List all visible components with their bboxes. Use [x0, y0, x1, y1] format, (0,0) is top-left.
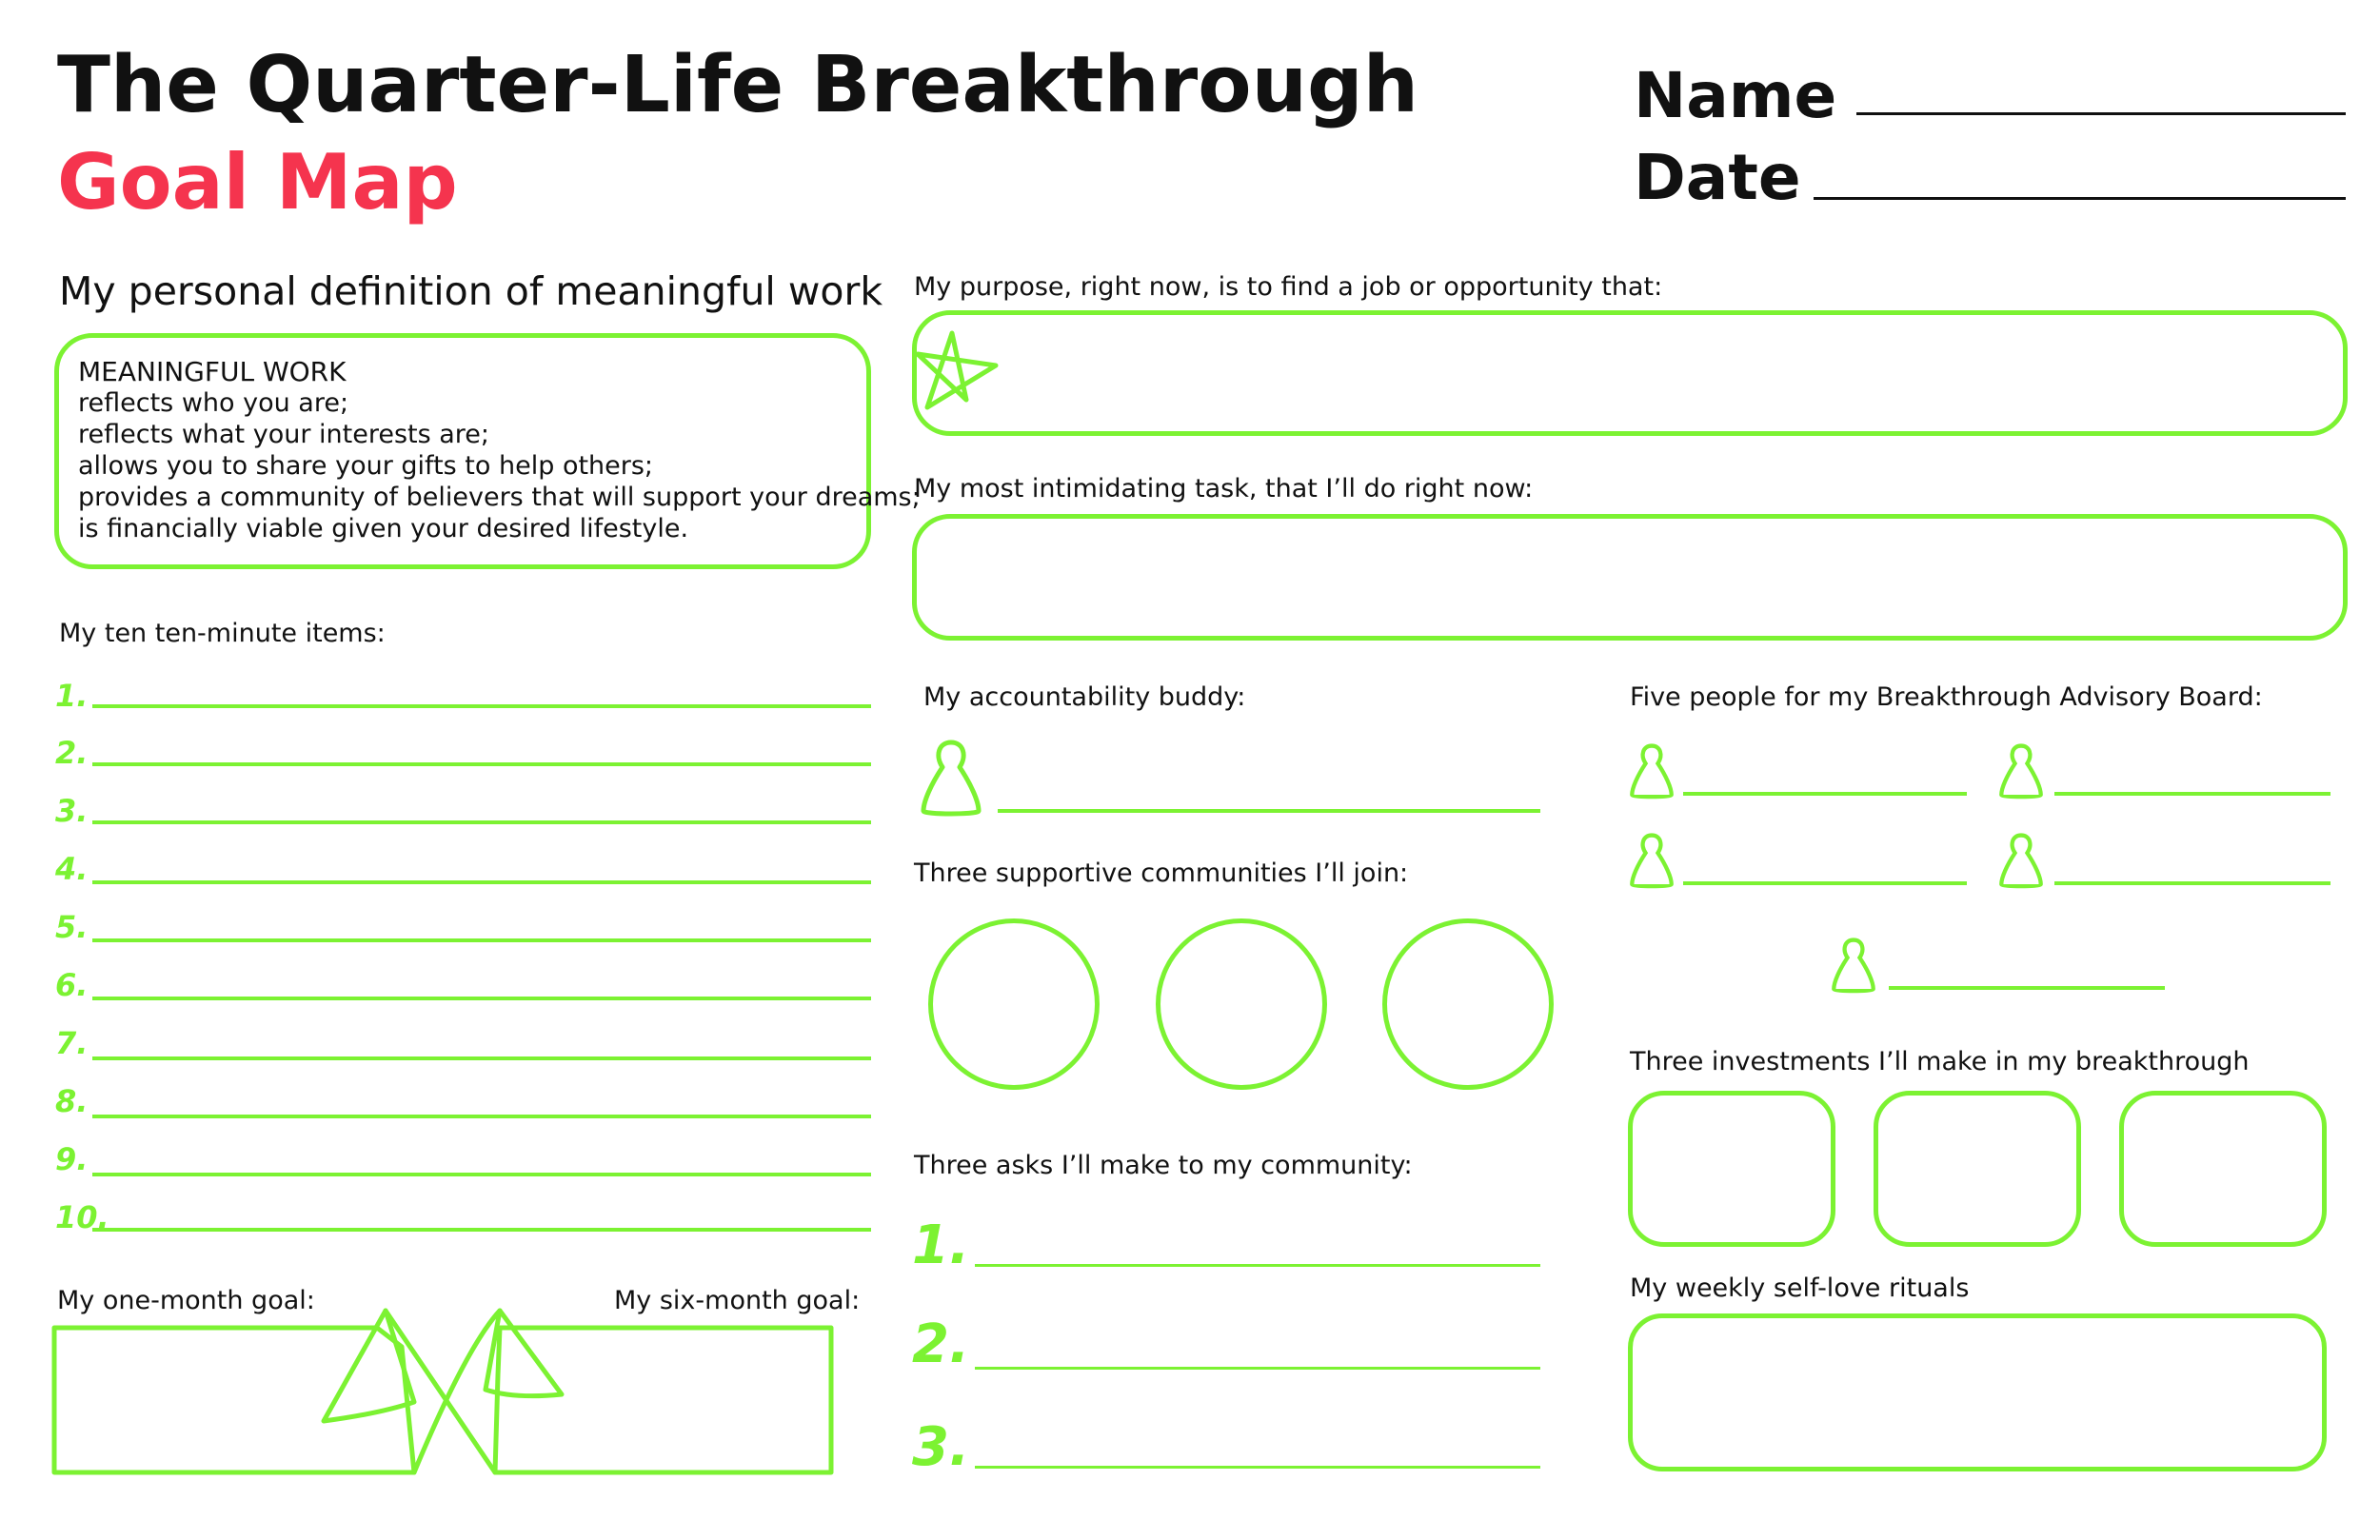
community-circle-3[interactable]: [1382, 918, 1554, 1090]
person-icon: [1997, 742, 2045, 800]
person-icon: [918, 739, 984, 817]
communities-label: Three supportive communities I’ll join:: [914, 859, 1409, 888]
definition-heading: My personal definition of meaningful work: [59, 268, 883, 314]
item-line-2[interactable]: [92, 762, 871, 766]
advisory-line-3[interactable]: [1683, 881, 1967, 885]
item-line-6[interactable]: [92, 997, 871, 1000]
ten-items-label: My ten ten-minute items:: [59, 619, 386, 648]
page-subtitle: Goal Map: [57, 138, 458, 227]
six-month-goal-label: My six-month goal:: [614, 1286, 861, 1315]
item-number: 7.: [55, 1025, 89, 1061]
item-line-3[interactable]: [92, 820, 871, 824]
item-line-5[interactable]: [92, 938, 871, 942]
person-icon: [1830, 937, 1877, 994]
person-icon: [1628, 742, 1676, 800]
meaningful-work-title: MEANINGFUL WORK: [78, 356, 347, 387]
person-icon: [1997, 832, 2045, 889]
item-number: 9.: [55, 1141, 89, 1177]
investment-box-2[interactable]: [1874, 1091, 2081, 1247]
advisory-line-5[interactable]: [1889, 986, 2165, 990]
date-field-line[interactable]: [1814, 197, 2346, 200]
community-circle-2[interactable]: [1156, 918, 1327, 1090]
ask-line-3[interactable]: [975, 1466, 1540, 1469]
investment-box-1[interactable]: [1628, 1091, 1835, 1247]
star-icon: [914, 326, 1000, 416]
person-icon: [1628, 832, 1676, 889]
purpose-label: My purpose, right now, is to find a job or opportunity that:: [914, 272, 1663, 302]
purpose-box[interactable]: [912, 310, 2348, 436]
advisory-line-1[interactable]: [1683, 792, 1967, 796]
item-number: 10.: [55, 1199, 109, 1235]
meaningful-work-line: provides a community of believers that will support your dreams;: [78, 483, 921, 512]
investments-label: Three investments I’ll make in my breakthrough: [1630, 1047, 2250, 1076]
item-line-7[interactable]: [92, 1056, 871, 1060]
rituals-box[interactable]: [1628, 1313, 2327, 1471]
item-line-10[interactable]: [92, 1228, 871, 1232]
item-number: 1.: [55, 678, 89, 714]
item-number: 4.: [55, 851, 89, 887]
accountability-buddy-label: My accountability buddy:: [923, 682, 1246, 712]
item-number: 8.: [55, 1083, 89, 1119]
accountability-buddy-line[interactable]: [998, 809, 1540, 813]
item-line-4[interactable]: [92, 880, 871, 884]
date-label: Date: [1634, 141, 1801, 214]
advisory-line-4[interactable]: [2054, 881, 2330, 885]
asks-label: Three asks I’ll make to my community:: [914, 1151, 1413, 1180]
ask-line-1[interactable]: [975, 1264, 1540, 1267]
investment-box-3[interactable]: [2119, 1091, 2327, 1247]
rituals-label: My weekly self-love rituals: [1630, 1273, 1970, 1303]
item-number: 3.: [55, 793, 89, 829]
one-month-goal-label: My one-month goal:: [57, 1286, 315, 1315]
item-number: 2.: [55, 735, 89, 771]
meaningful-work-line: is financially viable given your desired lifestyle.: [78, 514, 689, 543]
advisory-line-2[interactable]: [2054, 792, 2330, 796]
meaningful-work-line: reflects what your interests are;: [78, 420, 490, 449]
item-line-9[interactable]: [92, 1173, 871, 1176]
goals-flags-illustration: [48, 1299, 847, 1490]
name-field-line[interactable]: [1856, 112, 2346, 115]
ask-line-2[interactable]: [975, 1367, 1540, 1370]
meaningful-work-list: [78, 387, 921, 544]
meaningful-work-line: allows you to share your gifts to help others;: [78, 451, 654, 481]
ask-number: 3.: [912, 1416, 970, 1478]
intimidating-task-box[interactable]: [912, 514, 2348, 641]
page-title: The Quarter-Life Breakthrough: [57, 40, 1419, 130]
ask-number: 2.: [912, 1313, 970, 1375]
intimidating-task-label: My most intimidating task, that I’ll do right now:: [914, 474, 1534, 503]
meaningful-work-line: reflects who you are;: [78, 388, 349, 418]
community-circle-1[interactable]: [928, 918, 1100, 1090]
item-number: 6.: [55, 967, 89, 1003]
item-number: 5.: [55, 909, 89, 945]
name-label: Name: [1634, 59, 1837, 132]
advisory-board-label: Five people for my Breakthrough Advisory Board:: [1630, 682, 2263, 712]
item-line-1[interactable]: [92, 704, 871, 708]
ask-number: 1.: [912, 1214, 970, 1276]
item-line-8[interactable]: [92, 1115, 871, 1118]
